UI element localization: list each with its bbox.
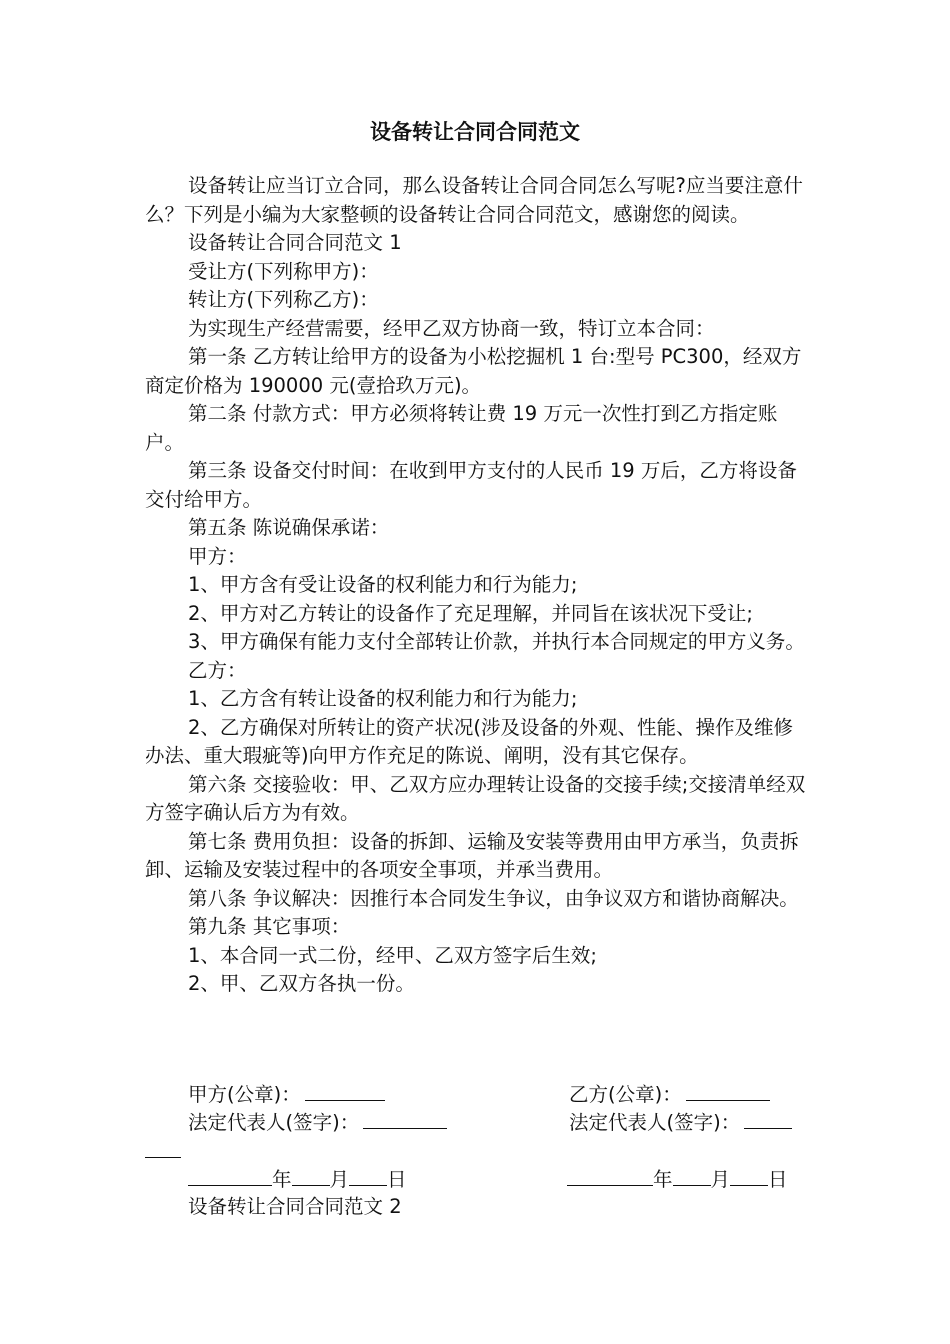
party-b-seal-line	[569, 1080, 770, 1110]
paragraph: 第九条 其它事项：	[188, 915, 351, 938]
month-label: 月	[329, 1168, 350, 1191]
month-label: 月	[710, 1168, 731, 1191]
paragraph: 第三条 设备交付时间：在收到甲方支付的人民币 19 万后，乙方将设备交付给甲方。	[145, 459, 797, 511]
paragraph: 第七条 费用负担：设备的拆卸、运输及安装等费用由甲方承当，负责拆卸、运输及安装过程中的各项安全事项，并承当费用。	[145, 829, 799, 881]
party-a-seal-line	[188, 1080, 385, 1110]
paragraph: 1、甲方含有受让设备的权利能力和行为能力;	[188, 573, 578, 596]
party-a-year-blank	[188, 1165, 272, 1186]
day-label: 日	[768, 1168, 788, 1191]
paragraph: 受让方(下列称甲方)：	[188, 259, 379, 283]
paragraph: 甲方：	[188, 544, 247, 568]
paragraph: 3、甲方确保有能力支付全部转让价款，并执行本合同规定的甲方义务。	[188, 630, 805, 653]
paragraph: 2、甲、乙双方各执一份。	[188, 972, 415, 995]
party-a-rep-line	[188, 1108, 447, 1138]
party-b-seal-blank	[686, 1080, 770, 1101]
paragraph: 2、乙方确保对所转让的资产状况(涉及设备的外观、性能、操作及维修办法、重大瑕疵等)向甲方作充足的陈说、阐明，没有其它保存。	[145, 715, 794, 767]
document-title: 设备转让合同合同范文	[370, 120, 580, 144]
party-b-day-blank	[730, 1165, 768, 1186]
paragraph: 1、本合同一式二份，经甲、乙双方签字后生效;	[188, 943, 597, 967]
party-b-date-line	[567, 1165, 788, 1195]
paragraph: 第六条 交接验收：甲、乙双方应办理转让设备的交接手续;交接清单经双方签字确认后方为有效。	[145, 772, 806, 824]
party-a-seal-blank	[305, 1080, 385, 1101]
party-a-day-blank	[349, 1165, 387, 1186]
paragraph: 设备转让合同合同范文 1	[188, 231, 402, 254]
year-label: 年	[272, 1168, 292, 1191]
paragraph: 转让方(下列称乙方)：	[188, 288, 379, 311]
party-a-seal-label: 甲方(公章)：	[188, 1083, 301, 1106]
paragraph: 为实现生产经营需要，经甲乙双方协商一致，特订立本合同：	[188, 316, 715, 340]
party-a-month-blank	[292, 1165, 330, 1186]
party-a-date-line	[188, 1165, 407, 1195]
paragraph: 第八条 争议解决：因推行本合同发生争议，由争议双方和谐协商解决。	[188, 886, 799, 910]
paragraph: 乙方：	[188, 658, 247, 682]
party-a-rep-label: 法定代表人(签字)：	[188, 1111, 360, 1134]
paragraph: 第五条 陈说确保承诺：	[188, 516, 390, 539]
party-b-rep-blank	[744, 1108, 792, 1129]
day-label: 日	[387, 1168, 407, 1191]
party-b-rep-blank-wrap	[145, 1137, 181, 1167]
document-body	[145, 172, 810, 999]
year-label: 年	[653, 1168, 673, 1191]
paragraph: 设备转让应当订立合同，那么设备转让合同合同怎么写呢?应当要注意什么？下列是小编为大家整顿的设备转让合同合同范文，感谢您的阅读。	[145, 174, 803, 226]
party-b-month-blank	[673, 1165, 711, 1186]
party-b-year-blank	[567, 1165, 653, 1186]
paragraph: 2、甲方对乙方转让的设备作了充足理解，并同旨在该状况下受让;	[188, 601, 753, 625]
party-b-rep-blank-continued	[145, 1137, 181, 1158]
paragraph: 1、乙方含有转让设备的权利能力和行为能力;	[188, 687, 578, 710]
paragraph: 第二条 付款方式：甲方必须将转让费 19 万元一次性打到乙方指定账户。	[145, 402, 778, 454]
party-b-rep-line	[569, 1108, 792, 1138]
party-b-seal-label: 乙方(公章)：	[569, 1083, 682, 1106]
party-b-rep-label: 法定代表人(签字)：	[569, 1111, 741, 1134]
next-section-heading: 设备转让合同合同范文 2	[188, 1195, 402, 1218]
party-a-rep-blank	[363, 1108, 447, 1129]
paragraph: 第一条 乙方转让给甲方的设备为小松挖掘机 1 台:型号 PC300，经双方商定价格为 190000 元(壹拾玖万元)。	[145, 345, 802, 397]
